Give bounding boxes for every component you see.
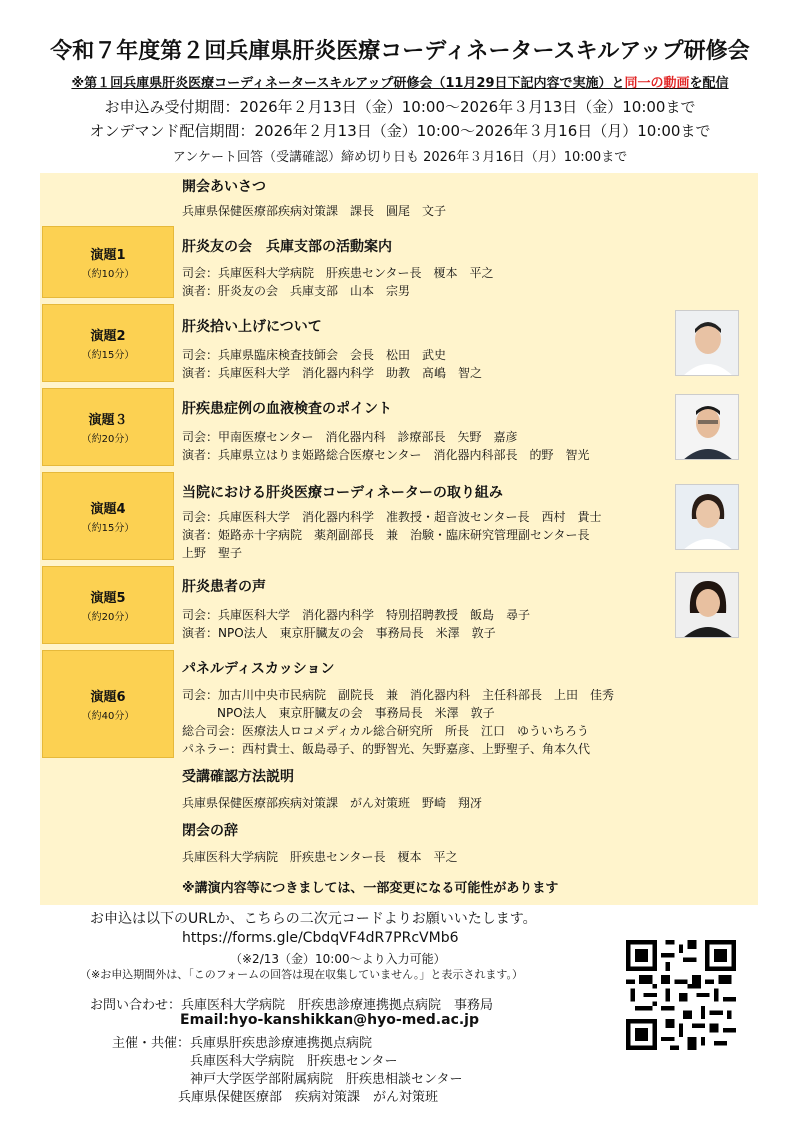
talk-label xyxy=(42,226,174,298)
talk-moderator: 司会：兵庫医科大学 消化器内科学 特別招聘教授 飯島 尋子 xyxy=(182,608,531,622)
contact: お問い合わせ：兵庫医科大学病院 肝疾患診療連携拠点病院 事務局 xyxy=(90,998,494,1013)
notice-highlight: 同一の動画 xyxy=(624,76,690,91)
talk-moderator: 司会：加古川中央市民病院 副院長 兼 消化器内科 主任科部長 上田 佳秀 xyxy=(182,688,615,702)
talk-duration: （約20分） xyxy=(81,612,135,623)
talk-moderator: 司会：兵庫県臨床検査技師会 会長 松田 武史 xyxy=(182,348,447,362)
talk-number: 演題1 xyxy=(90,248,126,263)
talk-duration: （約10分） xyxy=(81,269,135,280)
talk-number: 演題5 xyxy=(90,591,126,606)
talk-moderator: 司会：甲南医療センター 消化器内科 診療部長 矢野 嘉彦 xyxy=(182,430,518,444)
talk-title: 肝炎友の会 兵庫支部の活動案内 xyxy=(182,239,392,255)
talk-label xyxy=(42,472,174,560)
survey-deadline: アンケート回答（受講確認）締め切り日も 2026年３月16日（月）10:00まで xyxy=(172,150,628,165)
speaker-photo xyxy=(675,484,739,550)
speaker-photo xyxy=(675,394,739,460)
organizers-label: 主催・共催： xyxy=(112,1036,191,1051)
talk-moderator: 司会：兵庫医科大学病院 肝疾患センター長 榎本 平之 xyxy=(182,266,494,280)
closing-title: 閉会の辞 xyxy=(182,823,238,839)
talk-speaker: 演者：兵庫県立はりま姫路総合医療センター 消化器内科部長 的野 智光 xyxy=(182,448,590,462)
organizer: 兵庫県肝疾患診療連携拠点病院 xyxy=(190,1036,373,1051)
talk-number: 演題３ xyxy=(88,413,128,428)
outside-period-note: （※お申込期間外は、「このフォームの回答は現在収集していません。」と表示されます。） xyxy=(80,968,523,981)
talk-duration: （約20分） xyxy=(81,434,135,445)
page-title: 令和７年度第２回兵庫県肝炎医療コーディネータースキルアップ研修会 xyxy=(50,39,750,64)
apply-text: お申込は以下のURLか、こちらの二次元コードよりお願いいたします。 xyxy=(90,911,537,927)
talk-label xyxy=(42,650,174,758)
application-period: お申込み受付期間：2026年２月13日（金）10:00～2026年３月13日（金）10:00まで xyxy=(104,98,696,116)
organizer: 兵庫県保健医療部 疾病対策課 がん対策班 xyxy=(178,1090,439,1105)
talk-label xyxy=(42,304,174,382)
talk-speaker: 演者：肝炎友の会 兵庫支部 山本 宗男 xyxy=(182,284,411,298)
talk-label xyxy=(42,388,174,466)
talk-duration: （約40分） xyxy=(81,711,135,722)
opening-speaker: 兵庫県保健医療部疾病対策課 課長 圓尾 文子 xyxy=(182,204,447,218)
talk-speaker-name: 上野 聖子 xyxy=(182,546,243,560)
speaker-photo xyxy=(675,572,739,638)
talk-speaker: 演者：NPO法人 東京肝臓友の会 事務局長 米澤 敦子 xyxy=(182,626,496,640)
organizer: 神戸大学医学部附属病院 肝疾患相談センター xyxy=(190,1072,463,1087)
talk-number: 演題4 xyxy=(90,502,126,517)
opening-title: 開会あいさつ xyxy=(182,179,266,195)
organizer: 兵庫医科大学病院 肝疾患センター xyxy=(190,1054,398,1069)
speaker-photo xyxy=(675,310,739,376)
notice-suffix: を配信 xyxy=(689,76,729,91)
notice-text: ※第１回兵庫県肝炎医療コーディネータースキルアップ研修会（11月29日下記内容で実施）と xyxy=(71,76,625,91)
rebroadcast-notice xyxy=(0,72,800,91)
qr-code[interactable] xyxy=(626,940,736,1050)
talk-title: 当院における肝炎医療コーディネーターの取り組み xyxy=(182,485,503,501)
talk-number: 演題2 xyxy=(90,329,126,344)
talk-speaker: 演者：兵庫医科大学 消化器内科学 助教 髙嶋 智之 xyxy=(182,366,483,380)
talk-moderator: 司会：兵庫医科大学 消化器内科学 准教授・超音波センター長 西村 貴士 xyxy=(182,510,602,524)
contact-email[interactable]: Email:hyo-kanshikkan@hyo-med.ac.jp xyxy=(180,1012,480,1028)
talk-moderator-2: NPO法人 東京肝臓友の会 事務局長 米澤 敦子 xyxy=(217,706,495,720)
talk-general-moderator: 総合司会：医療法人ロコメディカル総合研究所 所長 江口 ゆういちろう xyxy=(182,724,590,738)
available-from: （※2/13（金）10:00～より入力可能） xyxy=(230,952,446,966)
confirm-title: 受講確認方法説明 xyxy=(182,769,294,785)
talk-title: パネルディスカッション xyxy=(182,661,335,677)
confirm-speaker: 兵庫県保健医療部疾病対策課 がん対策班 野崎 翔冴 xyxy=(182,796,483,810)
streaming-period: オンデマンド配信期間：2026年２月13日（金）10:00～2026年３月16日（月）10:00まで xyxy=(89,122,711,140)
talk-panelists: パネラー：西村貴士、飯島尋子、的野智光、矢野嘉彦、上野聖子、角本久代 xyxy=(182,742,591,756)
talk-title: 肝炎拾い上げについて xyxy=(182,319,322,335)
talk-duration: （約15分） xyxy=(81,523,135,534)
talk-number: 演題6 xyxy=(90,690,126,705)
talk-duration: （約15分） xyxy=(81,350,135,361)
change-note: ※講演内容等につきましては、一部変更になる可能性があります xyxy=(182,881,559,896)
apply-url[interactable]: https://forms.gle/CbdqVF4dR7PRcVMb6 xyxy=(182,930,459,946)
talk-title: 肝炎患者の声 xyxy=(182,579,266,595)
talk-label xyxy=(42,566,174,644)
closing-speaker: 兵庫医科大学病院 肝疾患センター長 榎本 平之 xyxy=(182,850,458,864)
talk-speaker: 演者：姫路赤十字病院 薬剤副部長 兼 治験・臨床研究管理副センター長 xyxy=(182,528,590,542)
talk-title: 肝疾患症例の血液検査のポイント xyxy=(182,401,392,417)
